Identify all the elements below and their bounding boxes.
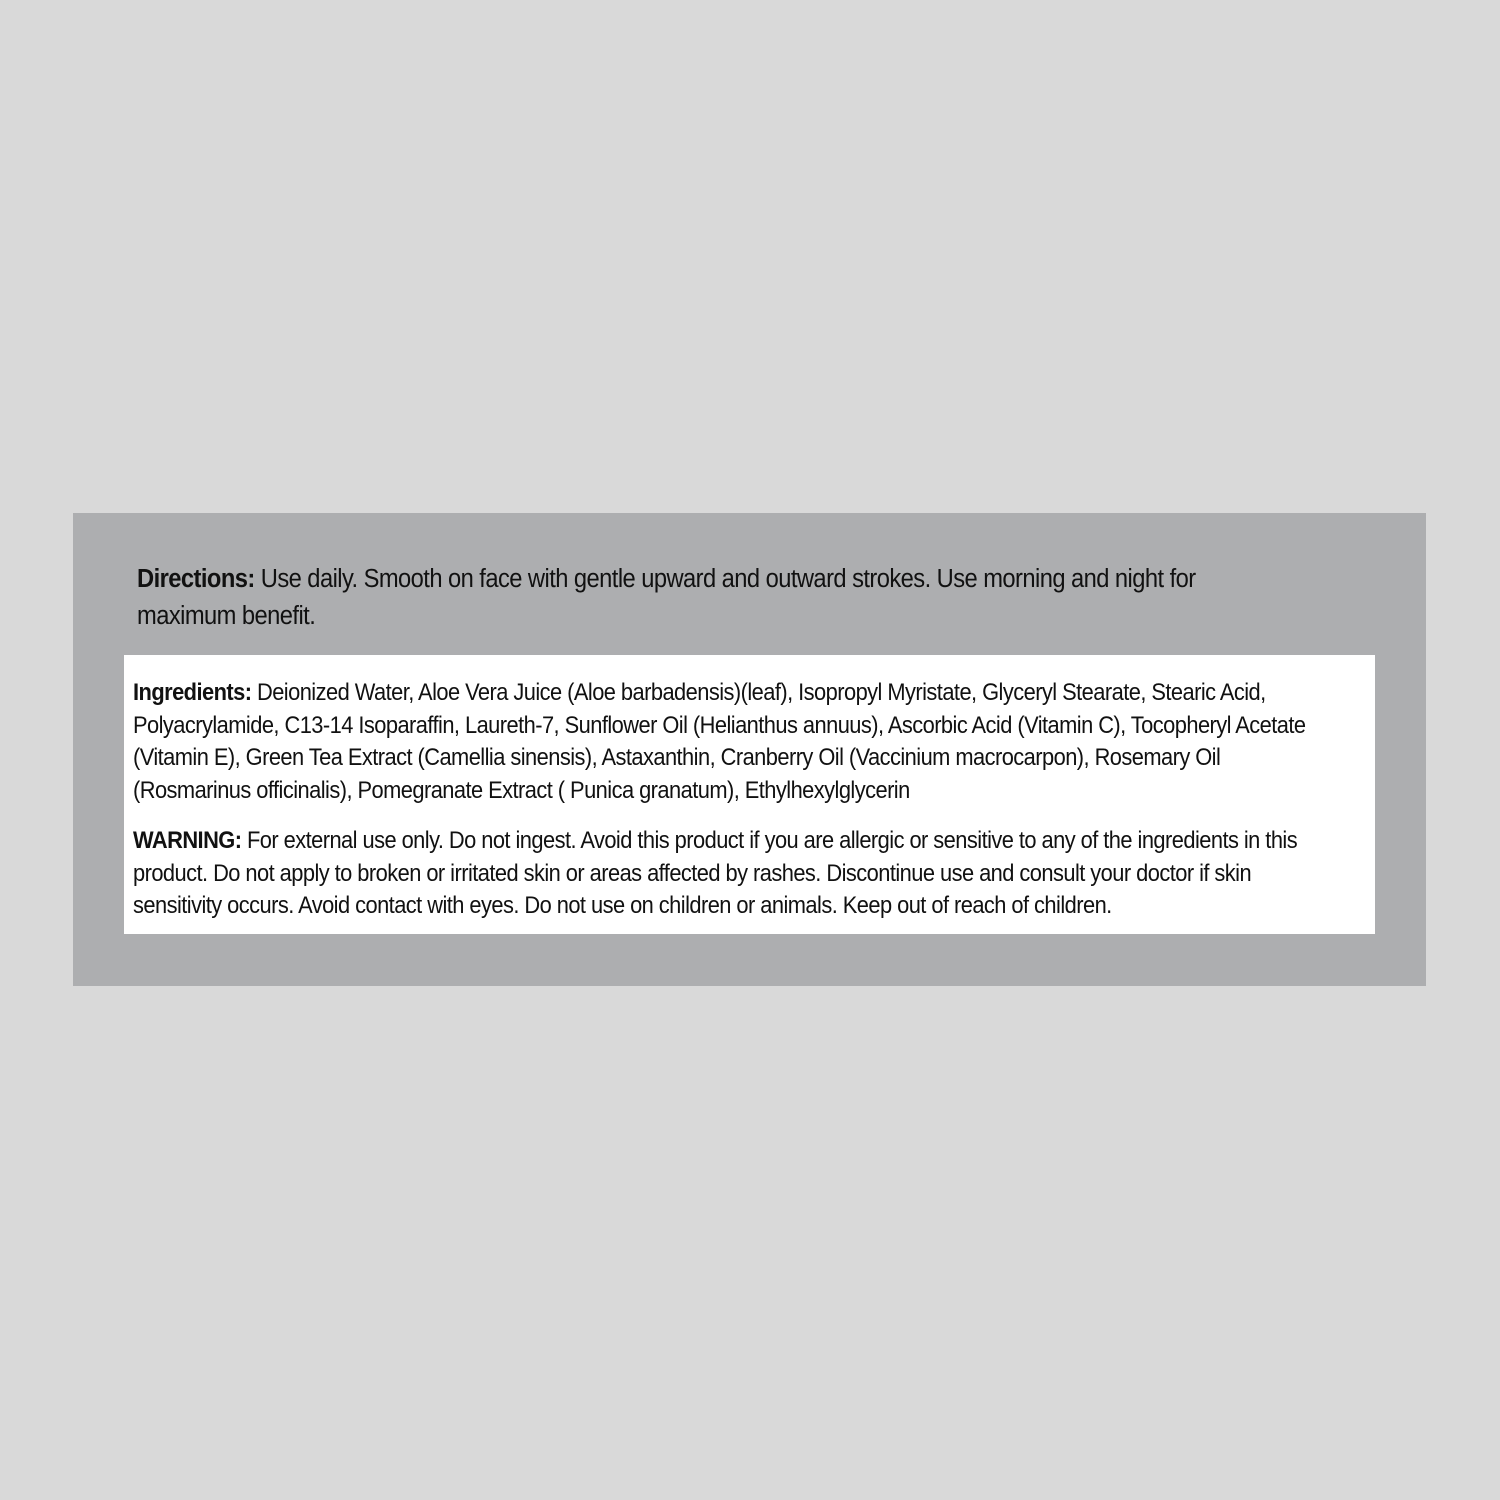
warning-paragraph: [133, 825, 1316, 923]
directions-paragraph: [137, 561, 1290, 635]
label-panel: [73, 513, 1426, 986]
directions-label: Directions:: [137, 565, 255, 593]
directions-text: Use daily. Smooth on face with gentle upward and outward strokes. Use morning and night for maximum benefit.: [137, 565, 1196, 630]
warning-label: WARNING:: [133, 827, 242, 854]
warning-text: For external use only. Do not ingest. Avoid this product if you are allergic or sensitive to any of the ingredients in this product. Do not apply to broken or irritated skin or areas affected by rashes. Discontinue use and consult your doctor if skin sensitivity occurs. Avoid contact with eyes. Do not use on children or animals. Keep out of reach of children.: [133, 827, 1298, 919]
ingredients-warning-box: [124, 655, 1375, 934]
ingredients-label: Ingredients:: [133, 679, 252, 706]
ingredients-text: Deionized Water, Aloe Vera Juice (Aloe barbadensis)(leaf), Isopropyl Myristate, Glyceryl Stearate, Stearic Acid, Polyacrylamide, C13-14 Isoparaffin, Laureth-7, Sunflower Oil (Helianthus annuus), Ascorbic Acid (Vitamin C), Tocopheryl Acetate (Vitamin E), Green Tea Extract (Camellia sinensis), Astaxanthin, Cranberry Oil (Vaccinium macrocarpon), Rosemary Oil (Rosmarinus officinalis), Pomegranate Extract ( Punica granatum), Ethylhexylglycerin: [133, 679, 1306, 804]
ingredients-paragraph: [133, 677, 1316, 807]
